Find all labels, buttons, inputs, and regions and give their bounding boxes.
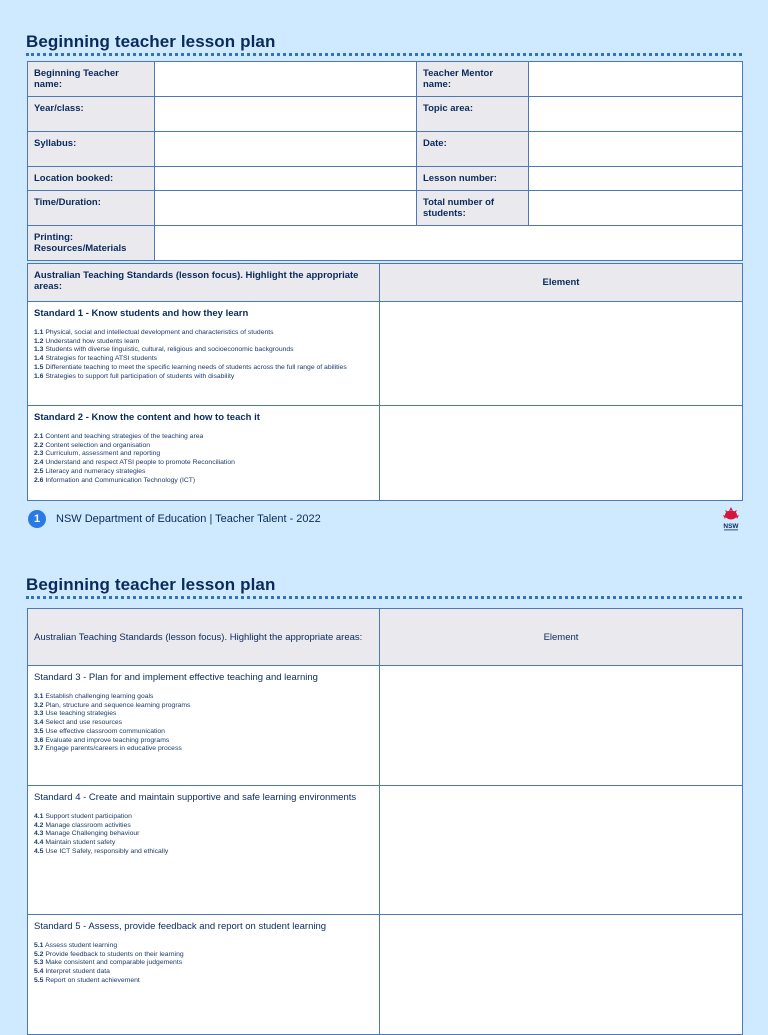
standard-item-number: 4.1 <box>34 813 44 820</box>
standard-item-text: Maintain student safety <box>43 839 116 847</box>
info-row <box>28 226 743 261</box>
standard-item <box>34 719 373 728</box>
year-class-field[interactable] <box>155 97 417 132</box>
standard-2-cell <box>28 406 380 501</box>
standard-item <box>34 477 373 486</box>
standard-item <box>34 951 373 960</box>
info-label: Lesson number: <box>417 167 529 191</box>
standard-item <box>34 839 373 848</box>
standard-item-number: 3.6 <box>34 736 44 744</box>
standards-table-2 <box>27 608 743 1035</box>
standard-items <box>34 693 373 754</box>
standard-item <box>34 468 373 477</box>
standard-item-number: 5.5 <box>34 976 44 984</box>
standard-items <box>34 942 373 986</box>
standard-item <box>34 830 373 839</box>
footer-text: NSW Department of Education | Teacher Talent - 2022 <box>56 513 321 525</box>
standard-item-text: Strategies to support full participation of students with disability <box>43 372 235 380</box>
standard-item-text: Content selection and organisation <box>43 441 151 449</box>
standard-item-text: Make consistent and comparable judgements <box>43 959 183 967</box>
standard-item-number: 2.3 <box>34 450 44 458</box>
standard-1-element-field[interactable] <box>380 302 743 406</box>
standard-row <box>28 666 743 786</box>
standard-item-number: 5.1 <box>34 942 44 949</box>
standard-1-cell <box>28 302 380 406</box>
standards-table-1 <box>27 263 743 501</box>
standard-item <box>34 848 373 857</box>
standard-item-number: 4.3 <box>34 830 44 838</box>
standards-header: Australian Teaching Standards (lesson focus). Highlight the appropriate areas: <box>28 609 380 666</box>
lesson-number-field[interactable] <box>529 167 743 191</box>
standard-item-number: 1.6 <box>34 372 44 380</box>
printing-resources-field[interactable] <box>155 226 743 261</box>
standard-item-text: Engage parents/careers in educative process <box>43 745 182 753</box>
standard-item <box>34 442 373 451</box>
total-students-field[interactable] <box>529 191 743 226</box>
standard-item <box>34 355 373 364</box>
standard-row <box>28 302 743 406</box>
standards-header: Australian Teaching Standards (lesson focus). Highlight the appropriate areas: <box>28 264 380 302</box>
standard-item-number: 2.5 <box>34 467 44 475</box>
standard-item <box>34 728 373 737</box>
standards-header-row <box>28 264 743 302</box>
standard-item <box>34 702 373 711</box>
standard-item-text: Use teaching strategies <box>43 710 117 718</box>
standard-4-element-field[interactable] <box>380 786 743 915</box>
standard-item <box>34 329 373 338</box>
standard-item <box>34 813 373 822</box>
location-booked-field[interactable] <box>155 167 417 191</box>
standard-item-text: Interpret student data <box>43 968 110 976</box>
standard-4-cell <box>28 786 380 915</box>
dotted-divider <box>26 53 742 56</box>
standard-item-text: Understand and respect ATSI people to promote Reconciliation <box>43 459 235 467</box>
topic-area-field[interactable] <box>529 97 743 132</box>
standard-item-number: 3.1 <box>34 693 44 700</box>
standard-item-number: 1.4 <box>34 355 44 363</box>
standard-item <box>34 968 373 977</box>
standard-title: Standard 5 - Assess, provide feedback and report on student learning <box>34 921 327 932</box>
standard-item-number: 1.5 <box>34 363 44 371</box>
standard-item-text: Assess student learning <box>43 942 118 949</box>
standard-item-text: Provide feedback to students on their learning <box>43 950 184 958</box>
standard-item-text: Select and use resources <box>43 719 123 727</box>
standard-item-number: 4.5 <box>34 847 44 855</box>
standard-item <box>34 737 373 746</box>
standard-5-cell <box>28 915 380 1035</box>
info-row <box>28 62 743 97</box>
standard-item-text: Use ICT Safely, responsibly and ethically <box>43 847 169 855</box>
standard-row <box>28 786 743 915</box>
standard-item-number: 2.6 <box>34 476 44 484</box>
standard-3-cell <box>28 666 380 786</box>
element-header: Element <box>380 609 743 666</box>
standard-item-text: Strategies for teaching ATSI students <box>43 355 158 363</box>
info-row <box>28 191 743 226</box>
standard-item <box>34 450 373 459</box>
standard-item-number: 3.5 <box>34 727 44 735</box>
standard-5-element-field[interactable] <box>380 915 743 1035</box>
standard-item <box>34 693 373 702</box>
standard-item-text: Evaluate and improve teaching programs <box>43 736 170 744</box>
standard-row <box>28 406 743 501</box>
info-row <box>28 97 743 132</box>
standard-item <box>34 959 373 968</box>
info-label: Date: <box>417 132 529 167</box>
time-duration-field[interactable] <box>155 191 417 226</box>
standard-item-text: Information and Communication Technology (ICT) <box>43 476 196 484</box>
standard-row <box>28 915 743 1035</box>
standard-item-text: Differentiate teaching to meet the specific learning needs of students across the full range of abilities <box>43 363 347 371</box>
standard-item <box>34 977 373 986</box>
standard-item-number: 3.7 <box>34 745 44 753</box>
standard-title: Standard 2 - Know the content and how to teach it <box>34 412 260 423</box>
standard-item-text: Report on student achievement <box>43 976 140 984</box>
standard-title: Standard 3 - Plan for and implement effective teaching and learning <box>34 672 318 683</box>
teacher-mentor-name-field[interactable] <box>529 62 743 97</box>
standard-item <box>34 459 373 468</box>
standard-item-number: 5.3 <box>34 959 44 967</box>
standard-item <box>34 433 373 442</box>
standard-item-text: Use effective classroom communication <box>43 727 165 735</box>
standard-item-number: 2.1 <box>34 433 44 440</box>
standard-item <box>34 373 373 382</box>
standard-item-text: Understand how students learn <box>43 337 140 345</box>
standard-title: Standard 4 - Create and maintain supportive and safe learning environments <box>34 792 357 803</box>
info-label: Beginning Teacher name: <box>28 62 155 97</box>
standard-item-number: 3.3 <box>34 710 44 718</box>
info-row <box>28 132 743 167</box>
standard-item <box>34 745 373 754</box>
standard-item-text: Support student participation <box>43 813 132 820</box>
standard-item-text: Curriculum, assessment and reporting <box>43 450 161 458</box>
standard-title: Standard 1 - Know students and how they learn <box>34 308 249 319</box>
standard-item <box>34 338 373 347</box>
standard-item-text: Literacy and numeracy strategies <box>43 467 146 475</box>
standard-item-number: 5.4 <box>34 968 44 976</box>
standard-item-number: 2.2 <box>34 441 44 449</box>
standard-item-text: Students with diverse linguistic, cultural, religious and socioeconomic backgrounds <box>43 346 294 354</box>
date-field[interactable] <box>529 132 743 167</box>
lesson-info-table <box>27 61 743 261</box>
standards-header-row <box>28 609 743 666</box>
info-label: Printing: Resources/Materials <box>28 226 155 261</box>
element-header: Element <box>380 264 743 302</box>
page-title: Beginning teacher lesson plan <box>26 575 276 594</box>
standard-item-text: Establish challenging learning goals <box>43 693 154 700</box>
standard-item-text: Plan, structure and sequence learning programs <box>43 701 191 709</box>
standard-item-number: 1.1 <box>34 329 44 336</box>
info-label: Year/class: <box>28 97 155 132</box>
info-label: Syllabus: <box>28 132 155 167</box>
standard-items <box>34 813 373 857</box>
standard-item <box>34 942 373 951</box>
nsw-waratah-logo-icon <box>720 506 742 532</box>
page-title: Beginning teacher lesson plan <box>26 32 276 51</box>
standard-3-element-field[interactable] <box>380 666 743 786</box>
info-label: Location booked: <box>28 167 155 191</box>
page-number-badge: 1 <box>28 510 46 528</box>
standard-item-number: 4.2 <box>34 821 44 829</box>
info-label: Total number of students: <box>417 191 529 226</box>
standard-items <box>34 329 373 381</box>
standard-item-text: Physical, social and intellectual development and characteristics of students <box>43 329 274 336</box>
standard-item-text: Manage Challenging behaviour <box>43 830 140 838</box>
standard-item-text: Manage classroom activities <box>43 821 131 829</box>
info-label: Time/Duration: <box>28 191 155 226</box>
page-footer <box>28 510 742 530</box>
beginning-teacher-name-field[interactable] <box>155 62 417 97</box>
standard-item-number: 5.2 <box>34 950 44 958</box>
info-label: Topic area: <box>417 97 529 132</box>
standard-item-number: 3.4 <box>34 719 44 727</box>
syllabus-field[interactable] <box>155 132 417 167</box>
dotted-divider <box>26 596 742 599</box>
standard-item <box>34 364 373 373</box>
standard-item-number: 1.3 <box>34 346 44 354</box>
standard-item-number: 4.4 <box>34 839 44 847</box>
standard-items <box>34 433 373 485</box>
logo-text: NSW <box>723 523 739 530</box>
info-label: Teacher Mentor name: <box>417 62 529 97</box>
standard-item <box>34 346 373 355</box>
standard-item-number: 3.2 <box>34 701 44 709</box>
standard-item <box>34 822 373 831</box>
info-row <box>28 167 743 191</box>
standard-item <box>34 710 373 719</box>
standard-2-element-field[interactable] <box>380 406 743 501</box>
standard-item-number: 1.2 <box>34 337 44 345</box>
standard-item-text: Content and teaching strategies of the teaching area <box>43 433 204 440</box>
standard-item-number: 2.4 <box>34 459 44 467</box>
